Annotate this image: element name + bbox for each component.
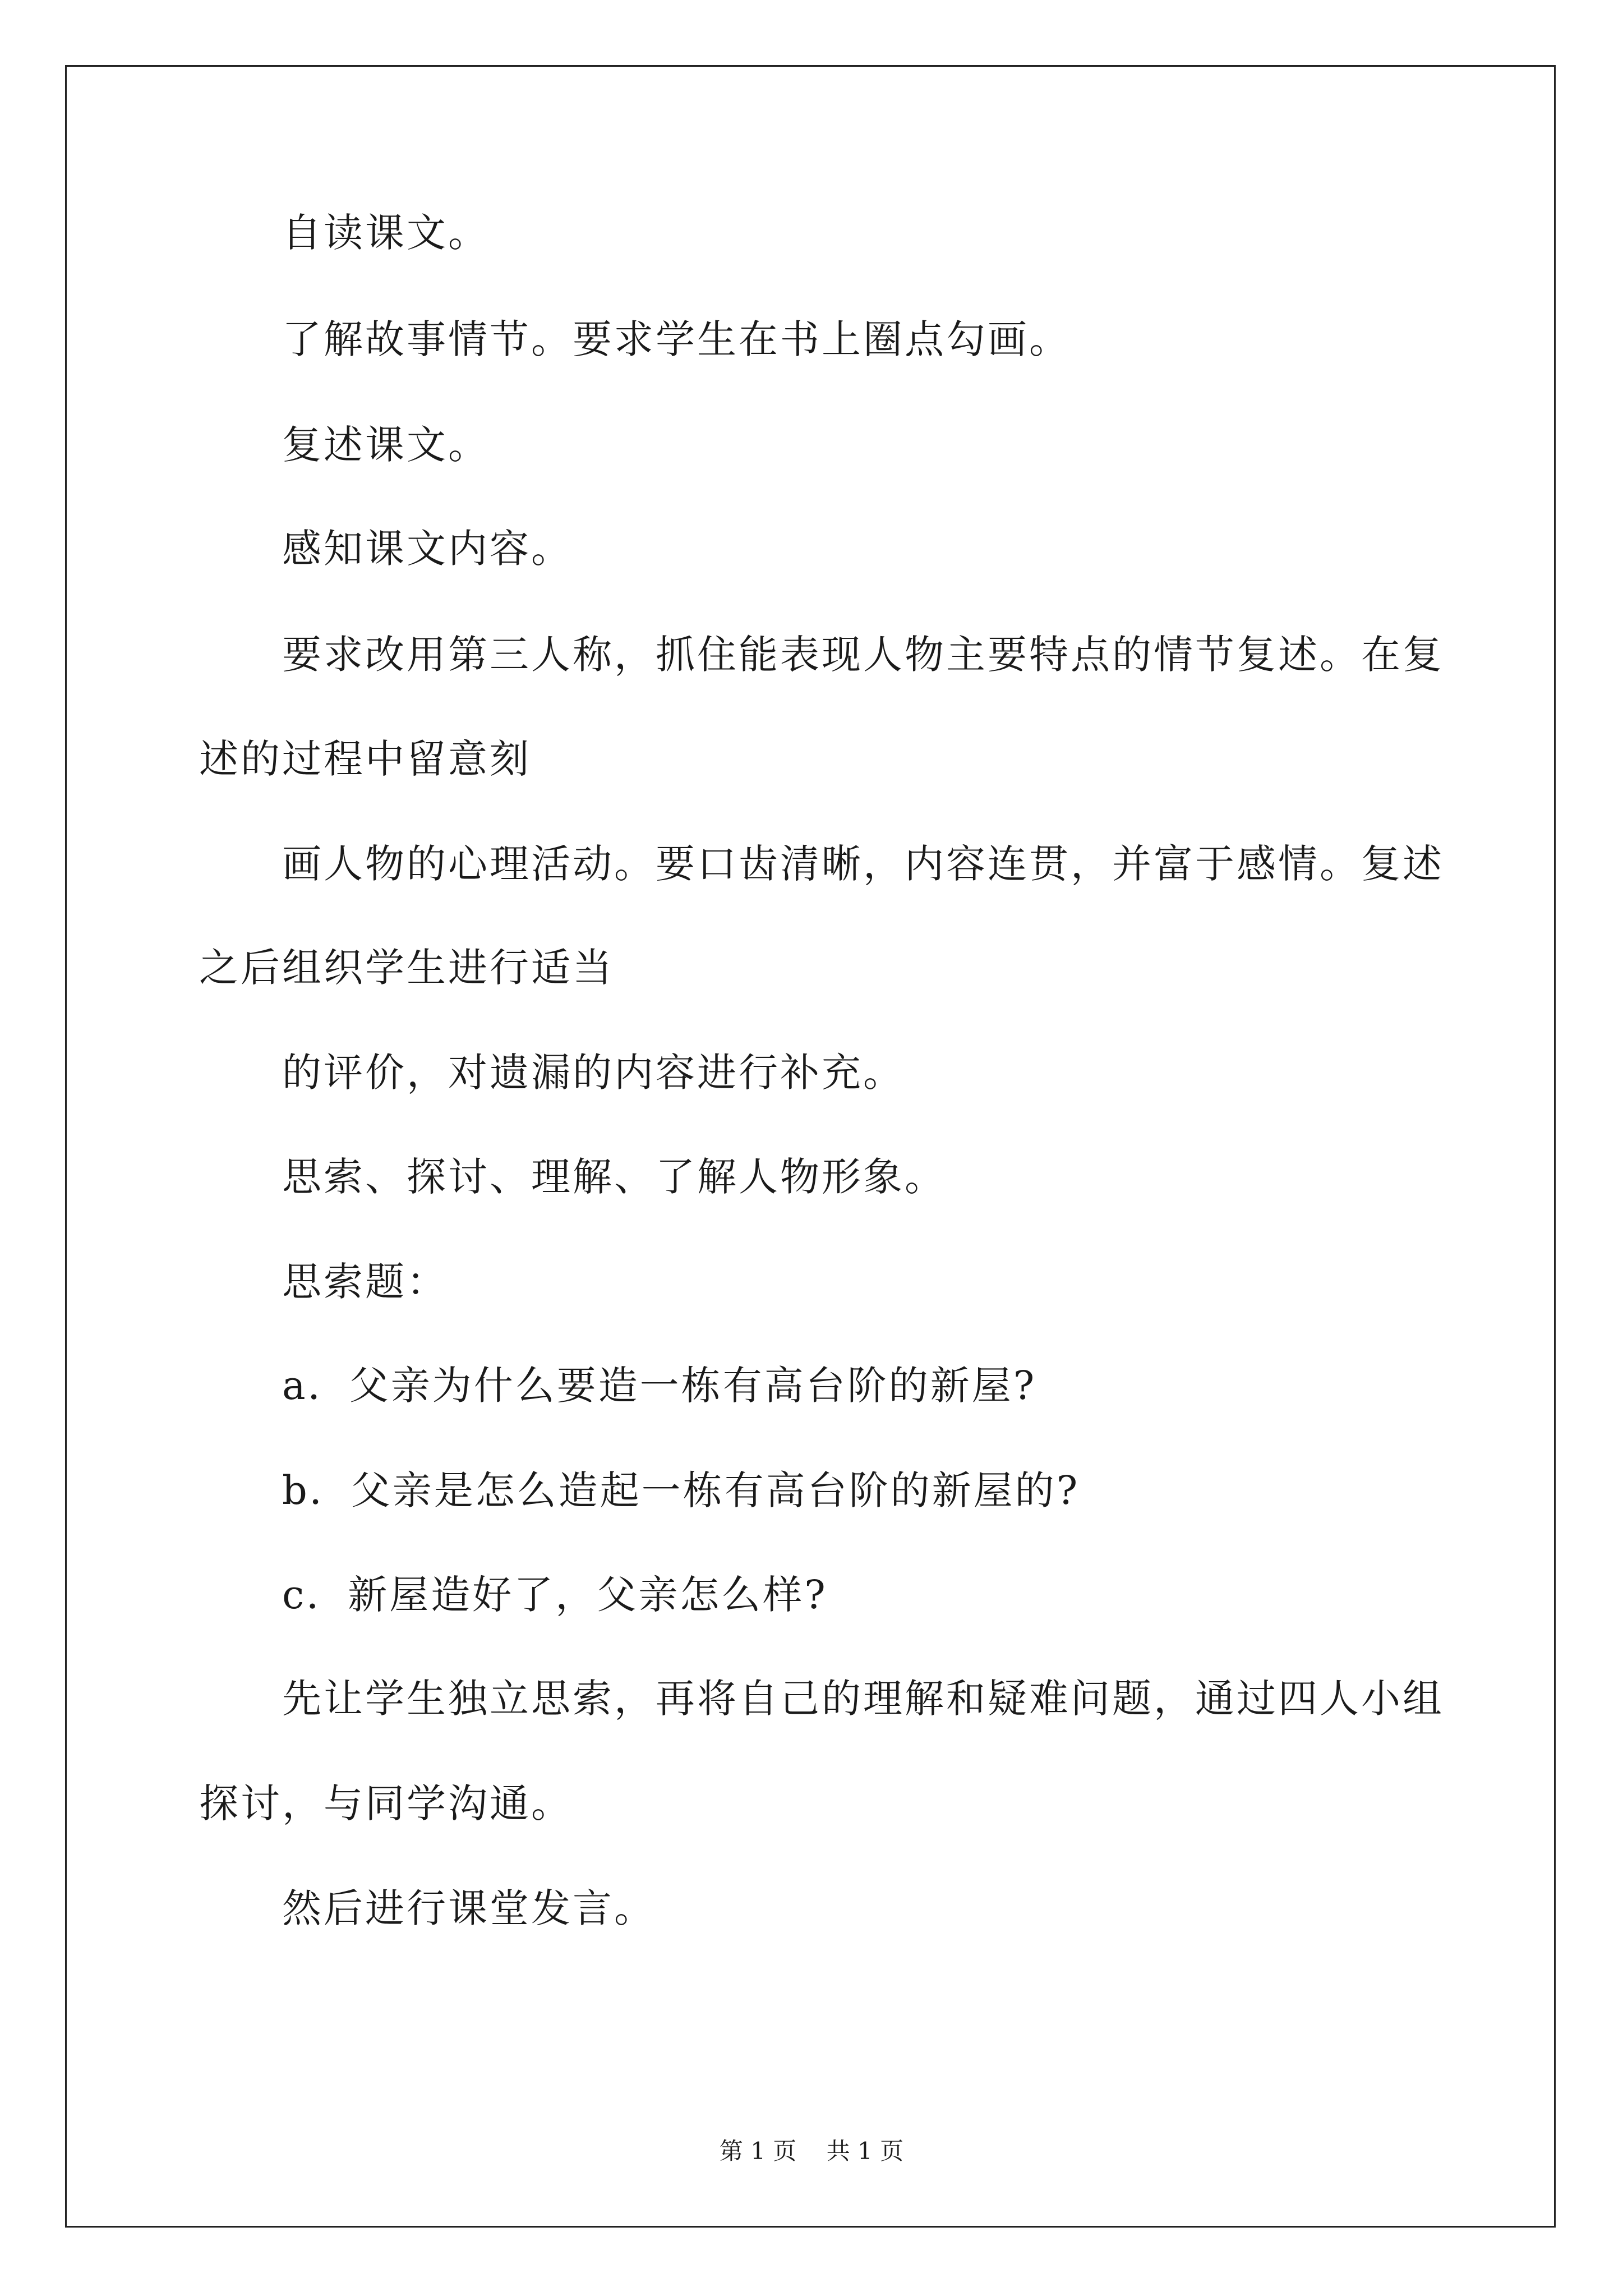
paragraph-line: 思索、探讨、理解、了解人物形象。 [282, 1154, 946, 1200]
paragraph-line: 述的过程中留意刻 [199, 736, 531, 782]
paragraph-line: 画人物的心理活动。要口齿清晰，内容连贯，并富于感情。复述 [282, 841, 1444, 887]
paragraph-line: 复述课文。 [282, 422, 490, 468]
paragraph-line: 的评价，对遗漏的内容进行补充。 [282, 1050, 905, 1096]
paragraph-line: 然后进行课堂发言。 [282, 1885, 656, 1931]
paragraph-line: 感知课文内容。 [282, 526, 573, 572]
paragraph-line: 思索题： [282, 1259, 448, 1305]
page-number-footer: 第 1 页 共 1 页 [719, 2137, 904, 2165]
paragraph-line: b．父亲是怎么造起一栋有高台阶的新屋的? [282, 1467, 1080, 1513]
paragraph-line: 了解故事情节。要求学生在书上圈点勾画。 [282, 316, 1071, 362]
paragraph-line: 自读课文。 [282, 210, 490, 256]
paragraph-line: 要求改用第三人称，抓住能表现人物主要特点的情节复述。在复 [282, 632, 1444, 678]
paragraph-line: a．父亲为什么要造一栋有高台阶的新屋? [282, 1363, 1037, 1409]
paragraph-line: c．新屋造好了，父亲怎么样? [282, 1572, 828, 1618]
paragraph-line: 探讨，与同学沟通。 [199, 1780, 573, 1826]
paragraph-line: 先让学生独立思索，再将自己的理解和疑难问题，通过四人小组 [282, 1676, 1444, 1722]
paragraph-line: 之后组织学生进行适当 [199, 945, 614, 991]
